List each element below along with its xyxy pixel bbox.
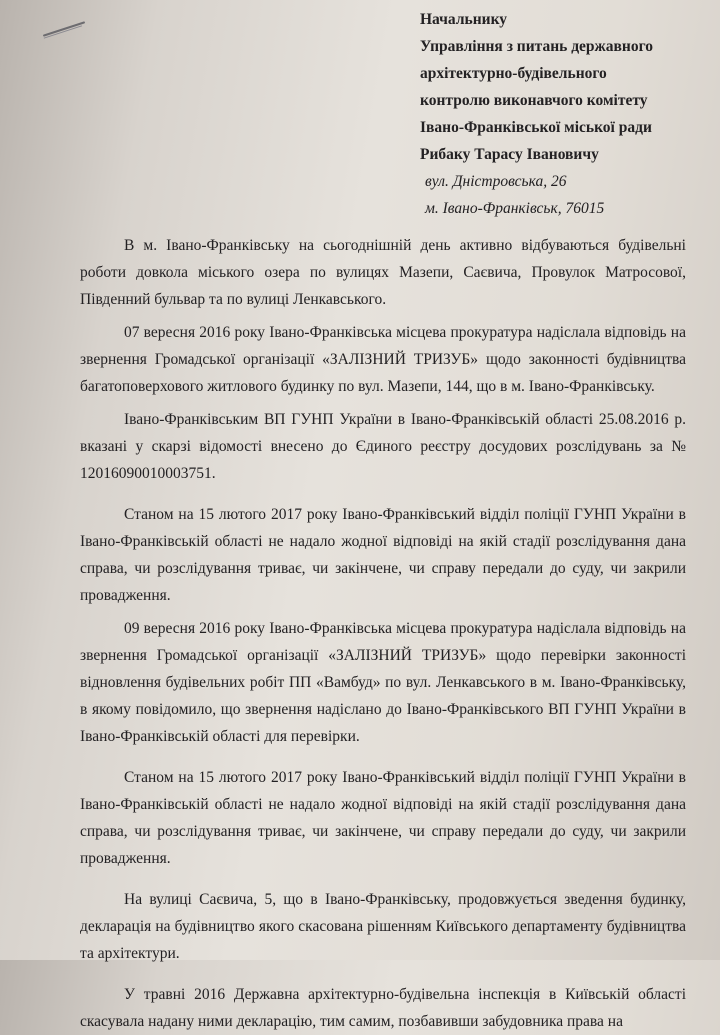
paragraph: Івано-Франківським ВП ГУНП України в Івано-Франківській області 25.08.2016 р. вказані у скарзі відомості внесено до Єдиного реєстру досудових розслідувань за № 12016090010003751. bbox=[80, 411, 686, 482]
addressee-line: контролю виконавчого комітету bbox=[420, 92, 648, 109]
addressee-line: Управління з питань державного bbox=[420, 38, 653, 55]
paragraph: Станом на 15 лютого 2017 року Івано-Франківський відділ поліції ГУНП України в Івано-Франківській області не надало жодної відповіді на якій стадії розслідування дана справа, чи розслідування триває, чи закінчене, чи справу передали до суду, чи закрили провадження. bbox=[80, 506, 686, 604]
addressee-block bbox=[420, 0, 720, 222]
addressee-line: Начальнику bbox=[420, 11, 508, 28]
letter-body bbox=[80, 232, 686, 1035]
addressee-line: Івано-Франківської міської ради bbox=[420, 119, 652, 136]
paragraph: 09 вересня 2016 року Івано-Франківська місцева прокуратура надіслала відповідь на звернення Громадської організації «ЗАЛІЗНИЙ ТРИЗУБ» щодо перевірки законності відновлення будівельних робіт ПП «Вамбуд» по вул. Ленкавського в м. Івано-Франківську, в якому повідомило, що звернення надіслано до Івано-Франківського ВП ГУНП України в Івано-Франківській області для перевірки. bbox=[80, 620, 686, 745]
paragraph: В м. Івано-Франківську на сьогоднішній день активно відбуваються будівельні роботи довкола міського озера по вулицях Мазепи, Саєвича, Провулок Матросової, Південний бульвар та по вулиці Ленкавського. bbox=[80, 237, 686, 308]
paragraph: У травні 2016 Державна архітектурно-будівельна інспекція в Київській області скасувала надану ними декларацію, тим самим, позбавивши забудовника права на bbox=[80, 986, 686, 1030]
paragraph: Станом на 15 лютого 2017 року Івано-Франківський відділ поліції ГУНП України в Івано-Франківській області не надало жодної відповіді на якій стадії розслідування дана справа, чи розслідування триває, чи закінчене, чи справу передали до суду, чи закрили провадження. bbox=[80, 769, 686, 867]
staple-mark bbox=[43, 21, 85, 36]
paragraph: На вулиці Саєвича, 5, що в Івано-Франківську, продовжується зведення будинку, декларація на будівництво якого скасована рішенням Київського департаменту будівництва та архітектури. bbox=[80, 891, 686, 962]
paragraph: 07 вересня 2016 року Івано-Франківська місцева прокуратура надіслала відповідь на звернення Громадської організації «ЗАЛІЗНИЙ ТРИЗУБ» щодо законності будівництва багатоповерхового житлового будинку по вул. Мазепи, 144, що в м. Івано-Франківську. bbox=[80, 324, 686, 395]
address-city: м. Івано-Франківськ, 76015 bbox=[425, 200, 605, 217]
address-street: вул. Дністровська, 26 bbox=[425, 173, 567, 190]
addressee-name: Рибаку Тарасу Івановичу bbox=[420, 146, 599, 163]
addressee-line: архітектурно-будівельного bbox=[420, 65, 607, 82]
